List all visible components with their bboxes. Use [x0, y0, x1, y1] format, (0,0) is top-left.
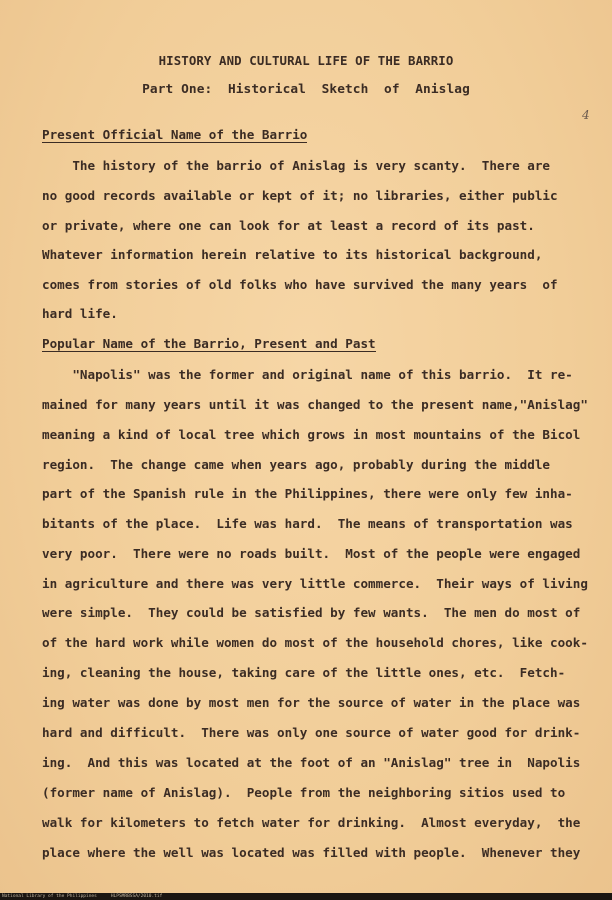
- paragraph-line: "Napolis" was the former and original name of this barrio. It re-: [42, 367, 573, 382]
- paragraph-line: part of the Spanish rule in the Philippines, there were only few inha-: [42, 486, 573, 501]
- footer-file-name: HLPSMRBSSA/2010.tif: [110, 894, 163, 899]
- paragraph-line: in agriculture and there was very little commerce. Their ways of living: [42, 576, 588, 591]
- section-heading-popular-name: Popular Name of the Barrio, Present and Past: [42, 336, 376, 351]
- footer-library-name: National Library of the Philippines: [2, 894, 97, 899]
- paragraph-line: of the hard work while women do most of the household chores, like cook-: [42, 635, 588, 650]
- paragraph-line: Whatever information herein relative to its historical background,: [42, 247, 543, 262]
- document-title: HISTORY AND CULTURAL LIFE OF THE BARRIO: [158, 53, 454, 68]
- paragraph-line: (former name of Anislag). People from the neighboring sitios used to: [42, 785, 566, 800]
- paragraph-line: meaning a kind of local tree which grows in most mountains of the Bicol: [42, 427, 581, 442]
- scan-footer: [0, 893, 612, 900]
- paragraph-line: mained for many years until it was changed to the present name,"Anislag": [42, 397, 588, 412]
- paragraph-line: place where the well was located was filled with people. Whenever they: [42, 845, 581, 860]
- paragraph-line: hard and difficult. There was only one source of water good for drink-: [42, 725, 581, 740]
- paragraph-line: comes from stories of old folks who have survived the many years of: [42, 277, 558, 292]
- paragraph-line: hard life.: [42, 306, 118, 321]
- paragraph-line: walk for kilometers to fetch water for drinking. Almost everyday, the: [42, 815, 581, 830]
- paragraph-line: very poor. There were no roads built. Most of the people were engaged: [42, 546, 581, 561]
- paragraph-line: The history of the barrio of Anislag is very scanty. There are: [42, 158, 550, 173]
- paragraph-line: were simple. They could be satisfied by few wants. The men do most of: [42, 605, 581, 620]
- paragraph-line: ing. And this was located at the foot of an "Anislag" tree in Napolis: [42, 755, 581, 770]
- paragraph-line: ing water was done by most men for the source of water in the place was: [42, 695, 581, 710]
- paragraph-line: or private, where one can look for at least a record of its past.: [42, 218, 535, 233]
- paragraph-line: no good records available or kept of it; no libraries, either public: [42, 188, 558, 203]
- document-subtitle: Part One: Historical Sketch of Anislag: [142, 82, 470, 97]
- paragraph-line: bitants of the place. Life was hard. The means of transportation was: [42, 516, 573, 531]
- paragraph-line: ing, cleaning the house, taking care of the little ones, etc. Fetch-: [42, 665, 566, 680]
- paragraph-line: region. The change came when years ago, probably during the middle: [42, 457, 550, 472]
- section-heading-official-name: Present Official Name of the Barrio: [42, 127, 308, 142]
- page-number: 4: [582, 108, 590, 122]
